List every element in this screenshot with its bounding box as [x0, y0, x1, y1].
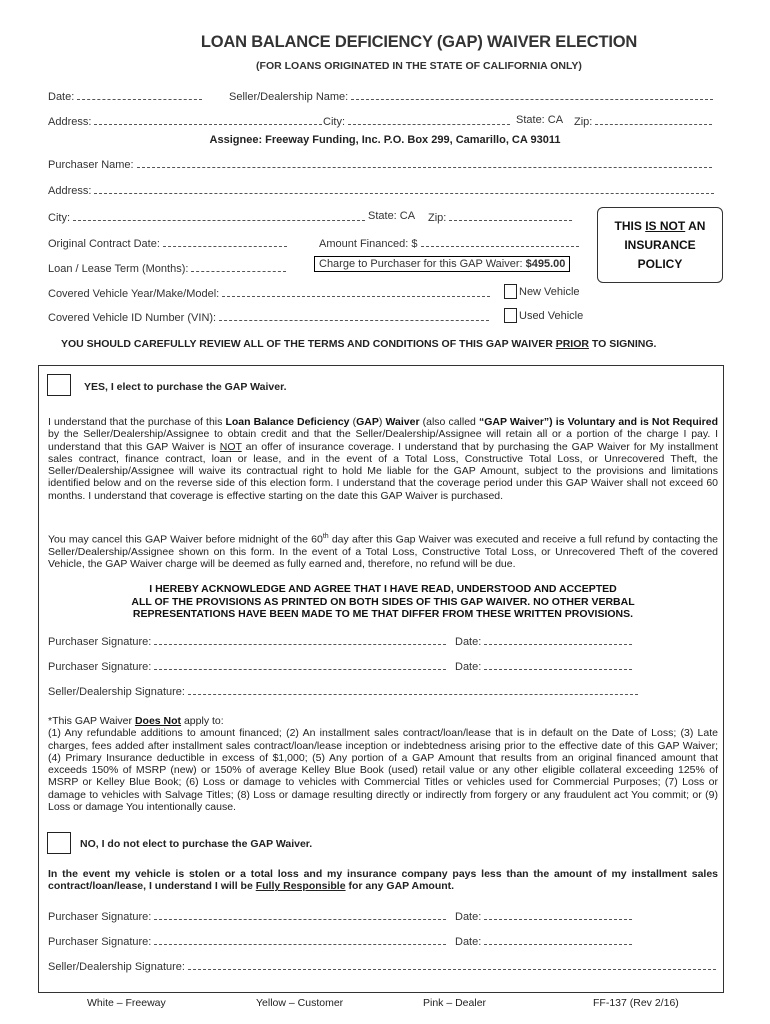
excl-a: *This GAP Waiver — [48, 715, 135, 727]
no-notice — [48, 868, 718, 893]
sig-line — [154, 934, 446, 945]
vin-label: Covered Vehicle ID Number (VIN): — [48, 312, 217, 324]
voluntary-paragraph — [48, 416, 718, 502]
purchaser-zip-field[interactable] — [428, 210, 572, 224]
no-option-label: NO, I do not elect to purchase the GAP Waiver. — [80, 838, 313, 850]
review-notice — [61, 338, 656, 350]
no-purchaser-signature-1[interactable] — [48, 909, 446, 923]
p2a: You may cancel this GAP Waiver before midnight of the 60 — [48, 533, 323, 546]
seller-zip-label: Zip: — [574, 116, 593, 128]
sig-line — [154, 659, 446, 670]
seller-address-line — [94, 114, 322, 125]
not-insurance-line1a: THIS — [614, 219, 646, 233]
date-label: Date: — [455, 911, 482, 923]
p1g: (also called — [419, 416, 479, 428]
no-seller-signature[interactable] — [48, 959, 716, 973]
gap-charge-label: Charge to Purchaser for this GAP Waiver: — [319, 258, 523, 270]
footer-pink-copy: Pink – Dealer — [423, 997, 487, 1009]
purchaser-name-label: Purchaser Name: — [48, 159, 134, 171]
not-insurance-line1c: AN — [685, 219, 706, 233]
ack-line3: REPRESENTATIONS HAVE BEEN MADE TO ME THAT DIFFER FROM THESE WRITTEN PROVISIONS. — [132, 608, 634, 620]
used-vehicle-checkbox[interactable] — [504, 308, 517, 323]
footer-yellow-copy: Yellow – Customer — [256, 997, 344, 1009]
date-label: Date: — [48, 91, 75, 103]
seller-city-line — [348, 114, 510, 125]
seller-address-label: Address: — [48, 116, 92, 128]
purchaser-state-field — [368, 210, 415, 222]
purchaser-city-field[interactable] — [48, 210, 365, 224]
p1i: by the Seller/Dealership/Assignee to obtain credit and that the Seller/Dealership/Assignee will retain all or a portion of the charge I pay. I understand that this GAP Waiver is — [48, 428, 718, 453]
not-insurance-notice — [597, 207, 723, 283]
purchaser-name-field[interactable] — [48, 157, 712, 171]
vehicle-model-line — [222, 286, 490, 297]
acknowledgement — [48, 583, 718, 621]
yes-purchaser-signature-1[interactable] — [48, 634, 446, 648]
date-field[interactable] — [48, 89, 202, 103]
p1e: ) — [378, 416, 386, 428]
p1f: Waiver — [385, 416, 420, 428]
sig-label: Purchaser Signature: — [48, 636, 152, 648]
excl-c: apply to: — [181, 715, 224, 727]
p2sup: th — [322, 533, 329, 540]
new-vehicle-checkbox[interactable] — [504, 284, 517, 299]
purchaser-address-field[interactable] — [48, 183, 714, 197]
seller-state-field — [516, 114, 563, 126]
not-insurance-line3: POLICY — [637, 257, 683, 271]
seller-city-label: City: — [323, 116, 345, 128]
seller-name-label: Seller/Dealership Name: — [229, 91, 349, 103]
p1b: Loan Balance Deficiency — [225, 416, 350, 428]
gap-charge-value: $495.00 — [525, 258, 566, 270]
purchaser-state-label: State: CA — [368, 210, 416, 222]
review-notice-a: YOU SHOULD CAREFULLY REVIEW ALL OF THE TERMS AND CONDITIONS OF THIS GAP WAIVER — [61, 338, 556, 350]
seller-address-field[interactable] — [48, 114, 322, 128]
yes-date-1[interactable] — [455, 634, 632, 648]
p2b: day after this Gap Waiver was executed and receive a full refund by contacting the Seller/Dealership/Assignee shown on this form. In the event of a Total Loss, Constructive Total Loss, or Unrecovered Theft of the covered Vehicle, the GAP Waiver charge will be deemed as fully earned and, therefore, no refund will be due. — [48, 533, 718, 571]
exclusions-paragraph — [48, 715, 718, 813]
no-purchaser-signature-2[interactable] — [48, 934, 446, 948]
sig-label: Purchaser Signature: — [48, 661, 152, 673]
seller-zip-line — [595, 114, 712, 125]
seller-name-line — [351, 89, 713, 100]
excl-does-not: Does Not — [134, 715, 182, 727]
amount-financed-field[interactable] — [319, 236, 579, 250]
no-date-2[interactable] — [455, 934, 632, 948]
purchaser-zip-line — [449, 210, 572, 221]
footer-white-copy: White – Freeway — [87, 997, 166, 1009]
footer-form-number: FF-137 (Rev 2/16) — [593, 997, 679, 1009]
review-notice-prior: PRIOR — [555, 338, 589, 350]
purchaser-address-label: Address: — [48, 185, 92, 197]
yes-option-label: YES, I elect to purchase the GAP Waiver. — [84, 381, 287, 393]
ack-line2: ALL OF THE PROVISIONS AS PRINTED ON BOTH SIDES OF THIS GAP WAIVER. NO OTHER VERBAL — [131, 595, 635, 608]
vehicle-model-field[interactable] — [48, 286, 490, 300]
seller-sig-label: Seller/Dealership Signature: — [48, 961, 185, 973]
contract-date-label: Original Contract Date: — [48, 238, 160, 250]
new-vehicle-label: New Vehicle — [519, 286, 580, 298]
p1j: NOT — [219, 440, 242, 453]
ack-line1: I HEREBY ACKNOWLEDGE AND AGREE THAT I HAVE READ, UNDERSTOOD AND ACCEPTED — [149, 583, 617, 595]
sig-label: Purchaser Signature: — [48, 911, 152, 923]
yes-seller-signature[interactable] — [48, 684, 638, 698]
sig-label: Purchaser Signature: — [48, 936, 152, 948]
sig-line — [154, 909, 446, 920]
loan-term-label: Loan / Lease Term (Months): — [48, 263, 189, 275]
cancellation-paragraph — [48, 531, 718, 570]
vehicle-model-label: Covered Vehicle Year/Make/Model: — [48, 288, 220, 300]
vin-line — [219, 310, 489, 321]
purchaser-city-line — [73, 210, 365, 221]
yes-purchaser-signature-2[interactable] — [48, 659, 446, 673]
not-insurance-line2: INSURANCE — [624, 238, 696, 252]
p1h: “GAP Waiver”) is Voluntary and is Not Required — [478, 416, 719, 428]
p1d: GAP — [356, 416, 379, 428]
purchaser-name-line — [137, 157, 712, 168]
seller-name-field[interactable] — [229, 89, 713, 103]
gap-charge — [314, 258, 570, 270]
seller-sig-label: Seller/Dealership Signature: — [48, 686, 185, 698]
p1a: I understand that the purchase of this — [48, 416, 226, 428]
loan-term-line — [191, 261, 286, 272]
review-notice-c: TO SIGNING. — [588, 338, 657, 350]
no-notice-fully-responsible: Fully Responsible — [255, 880, 346, 893]
seller-zip-field[interactable] — [574, 114, 712, 128]
not-insurance-emphasis: IS NOT — [645, 219, 686, 233]
p1k: an offer of insurance coverage. I understand that by purchasing the GAP Waiver for My installment sales contract, finance contract, loan or lease, and in the event of a Total Loss, Constructive Total Loss, or Unrecovered Theft, the Seller/Dealership/Assignee will waive its contractual right to hold Me liable for the GAP Amount, subject to the provisions and limitations identified below and on the reverse side of this election form. I understand that the coverage period under this GAP Waiver shall not exceed 60 months. I understand that coverage is effective starting on the date this GAP Waiver is purchased. — [48, 440, 718, 502]
yes-checkbox[interactable] — [47, 374, 71, 396]
date-label: Date: — [455, 636, 482, 648]
used-vehicle-label: Used Vehicle — [519, 310, 584, 322]
vin-field[interactable] — [48, 310, 489, 324]
date-label: Date: — [455, 936, 482, 948]
no-date-1[interactable] — [455, 909, 632, 923]
purchaser-address-line — [94, 183, 714, 194]
seller-sig-line — [188, 684, 638, 695]
date-line — [484, 934, 632, 945]
seller-city-field[interactable] — [323, 114, 510, 128]
loan-term-field[interactable] — [48, 261, 286, 275]
seller-sig-line — [188, 959, 716, 970]
yes-date-2[interactable] — [455, 659, 632, 673]
contract-date-field[interactable] — [48, 236, 287, 250]
purchaser-zip-label: Zip: — [428, 212, 447, 224]
purchaser-city-label: City: — [48, 212, 70, 224]
seller-state-label: State: CA — [516, 114, 564, 126]
date-label: Date: — [455, 661, 482, 673]
excl-body: (1) Any refundable additions to amount financed; (2) An installment sales contract/loan/lease that is in default on the Date of Loss; (3) Late charges, fees added after installment sales contract/loan/lease inception or indebtedness arising prior to the effective date of this GAP Waiver; (4) Primary Insurance deductible in excess of $1,000; (5) Any portion of a GAP Amount that results from an original financed amount that exceeds 150% of MSRP (new) or 150% of average Kelley Blue Book (used) retail value or any other eligible collateral exceeding 125% of MSRP or Kelley Blue Book; (6) Loss or damage to vehicles with Commercial Titles or vehicles used for Commercial Purposes; (7) Loss or damage to vehicles with Salvage Titles; (8) Loss or damage resulting directly or indirectly from forgery or any fraudulent act You commit; or (9) Loss or damage You intentionally cause. — [48, 727, 718, 814]
date-line — [484, 659, 632, 670]
form-subtitle: (FOR LOANS ORIGINATED IN THE STATE OF CALIFORNIA ONLY) — [256, 60, 582, 72]
no-notice-c: for any GAP Amount. — [345, 880, 455, 893]
sig-line — [154, 634, 446, 645]
date-line — [484, 909, 632, 920]
amount-financed-line — [421, 236, 579, 247]
date-line — [77, 89, 202, 100]
assignee-line: Assignee: Freeway Funding, Inc. P.O. Box 299, Camarillo, CA 93011 — [209, 134, 561, 146]
form-title: LOAN BALANCE DEFICIENCY (GAP) WAIVER ELECTION — [200, 33, 638, 51]
no-checkbox[interactable] — [47, 832, 71, 854]
no-notice-a: In the event my vehicle is stolen or a total loss and my insurance company pays less than the amount of my installment sales contract/loan/lease, I understand I will be — [48, 868, 718, 893]
date-line — [484, 634, 632, 645]
p1c: ( — [349, 416, 357, 428]
amount-financed-label: Amount Financed: $ — [319, 238, 418, 250]
contract-date-line — [163, 236, 287, 247]
